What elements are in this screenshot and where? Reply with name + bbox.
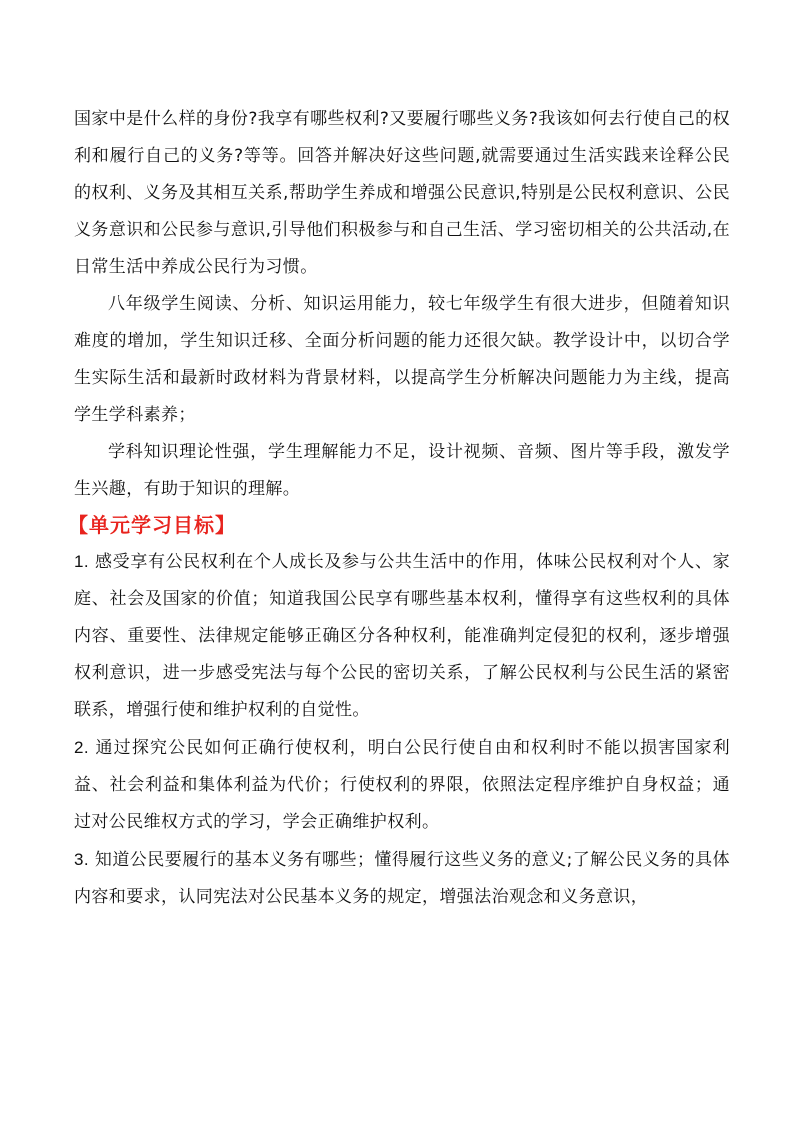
goal-item-3 [74, 841, 730, 916]
paragraph-teaching-approach: 学科知识理论性强，学生理解能力不足，设计视频、音频、图片等手段，激发学生兴趣，有助于知识的理解。 [74, 442, 730, 499]
paragraph-intro: 国家中是什么样的身份?我享有哪些权利?又要履行哪些义务?我该如何去行使自己的权利和履行自己的义务?等等。回答并解决好这些问题,就需要通过生活实践来诠释公民的权利、义务及其相互关系,帮助学生养成和增强公民意识,特别是公民权利意识、公民义务意识和公民参与意识,引导他们积极参与和自己生活、学习密切相关的公共活动,在日常生活中养成公民行为习惯。 [74, 109, 730, 277]
goal-item-1 [74, 543, 730, 729]
goal-text: 知道公民要履行的基本义务有哪些；懂得履行这些义务的意义;了解公民义务的具体内容和要求，认同宪法对公民基本义务的规定，增强法治观念和义务意识， [74, 850, 730, 907]
section-heading-learning-goals: 【单元学习目标】 [68, 513, 236, 537]
goal-text: 感受享有公民权利在个人成长及参与公共生活中的作用，体味公民权利对个人、家庭、社会及国家的价值；知道我国公民享有哪些基本权利，懂得享有这些权利的具体内容、重要性、法律规定能够正确区分各种权利，能准确判定侵犯的权利，逐步增强权利意识，进一步感受宪法与每个公民的密切关系，了解公民权利与公民生活的紧密联系，增强行使和维护权利的自觉性。 [74, 552, 730, 720]
goal-number: 1. [74, 552, 89, 571]
goal-number: 2. [74, 738, 89, 757]
goal-number: 3. [74, 850, 89, 869]
goal-item-2 [74, 729, 730, 841]
goal-text: 通过探究公民如何正确行使权利，明白公民行使自由和权利时不能以损害国家利益、社会利益和集体利益为代价；行使权利的界限，依照法定程序维护自身权益；通过对公民维权方式的学习，学会正确维护权利。 [74, 738, 730, 832]
paragraph-student-ability: 八年级学生阅读、分析、知识运用能力，较七年级学生有很大进步，但随着知识难度的增加，学生知识迁移、全面分析问题的能力还很欠缺。教学设计中，以切合学生实际生活和最新时政材料为背景材料，以提高学生分析解决问题能力为主线，提高学生学科素养； [74, 294, 730, 425]
